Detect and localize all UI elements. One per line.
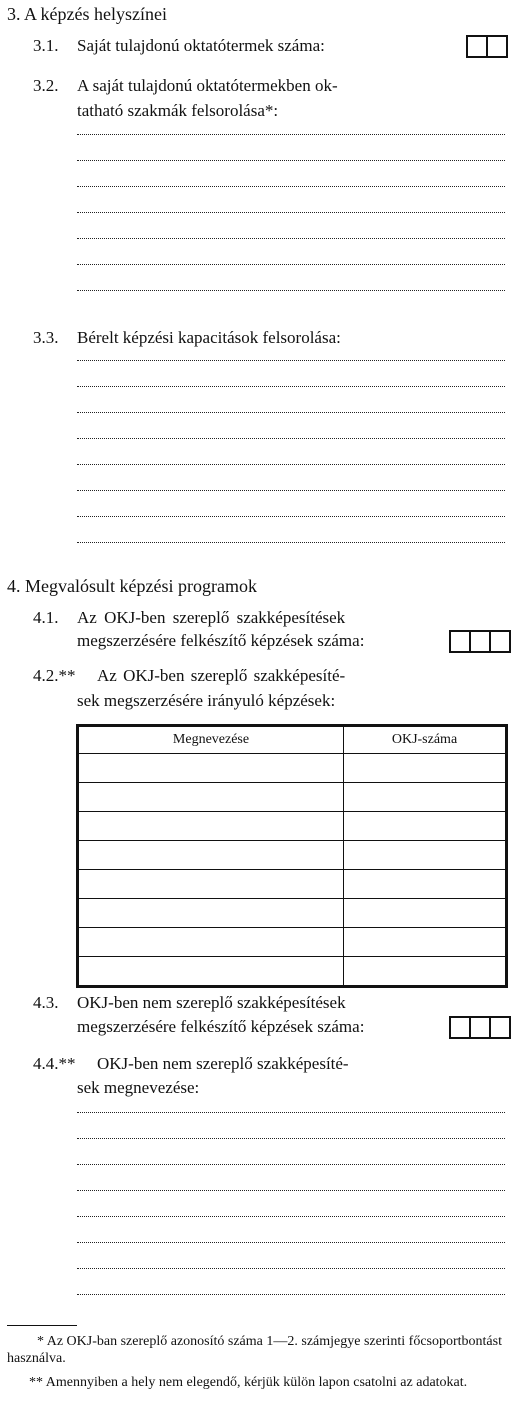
item-4-2-line2: sek megszerzésére irányuló képzések:: [77, 691, 336, 710]
dotted-fill-line[interactable]: [77, 490, 505, 491]
okj-number-cell[interactable]: [344, 957, 507, 987]
item-4-4-number: 4.4.**: [33, 1054, 76, 1073]
item-4-1-line2: megszerzésére felkészítő képzések száma:: [77, 631, 365, 650]
item-3-2-line1: A saját tulajdonú oktatótermekben ok-: [77, 76, 338, 95]
dotted-fill-line[interactable]: [77, 542, 505, 543]
item-4-4-line2: sek megnevezése:: [77, 1078, 200, 1097]
table-row: [78, 957, 507, 987]
dotted-fill-line[interactable]: [77, 438, 505, 439]
dotted-fill-line[interactable]: [77, 290, 505, 291]
dotted-fill-line[interactable]: [77, 464, 505, 465]
name-cell[interactable]: [78, 754, 344, 783]
table-row: [78, 928, 507, 957]
name-cell[interactable]: [78, 928, 344, 957]
okj-number-cell[interactable]: [344, 870, 507, 899]
digit-box[interactable]: [471, 1018, 491, 1037]
item-4-1-number: 4.1.: [33, 608, 59, 627]
item-3-2-line2: tatható szakmák felsorolása*:: [77, 101, 279, 120]
item-4-3-number: 4.3.: [33, 993, 59, 1012]
name-cell[interactable]: [78, 899, 344, 928]
count-boxes-4-3[interactable]: [449, 1016, 511, 1039]
item-4-3-line1: OKJ-ben nem szereplő szakképesítések: [77, 993, 346, 1012]
table-row: [78, 812, 507, 841]
table-row: [78, 899, 507, 928]
name-cell[interactable]: [78, 841, 344, 870]
footnote-divider: [7, 1325, 77, 1326]
digit-box[interactable]: [468, 37, 488, 56]
section-3-heading: 3. A képzés helyszínei: [7, 4, 167, 24]
digit-box[interactable]: [491, 632, 509, 651]
column-header-okj-number: OKJ-száma: [344, 726, 507, 754]
name-cell[interactable]: [78, 783, 344, 812]
okj-number-cell[interactable]: [344, 754, 507, 783]
dotted-fill-line[interactable]: [77, 1112, 505, 1113]
digit-box[interactable]: [451, 632, 471, 651]
item-3-1-number: 3.1.: [33, 36, 59, 55]
digit-box[interactable]: [451, 1018, 471, 1037]
item-3-1-text: Saját tulajdonú oktatótermek száma:: [77, 36, 325, 55]
digit-box[interactable]: [471, 632, 491, 651]
dotted-fill-line[interactable]: [77, 516, 505, 517]
item-3-3-number: 3.3.: [33, 328, 59, 347]
okj-number-cell[interactable]: [344, 783, 507, 812]
dotted-fill-line[interactable]: [77, 1138, 505, 1139]
dotted-fill-line[interactable]: [77, 186, 505, 187]
table-row: [78, 754, 507, 783]
count-boxes-4-1[interactable]: [449, 630, 511, 653]
dotted-fill-line[interactable]: [77, 412, 505, 413]
dotted-fill-line[interactable]: [77, 1164, 505, 1165]
dotted-fill-line[interactable]: [77, 360, 505, 361]
digit-box[interactable]: [488, 37, 506, 56]
item-4-3-line2: megszerzésére felkészítő képzések száma:: [77, 1017, 365, 1036]
dotted-fill-line[interactable]: [77, 1294, 505, 1295]
digit-box[interactable]: [491, 1018, 509, 1037]
item-4-2-line1: Az OKJ-ben szereplő szakképesíté-: [97, 666, 346, 685]
dotted-fill-line[interactable]: [77, 1268, 505, 1269]
footnote-2: ** Amennyiben a hely nem elegendő, kérjük külön lapon csatolni az adatokat.: [29, 1375, 468, 1390]
dotted-fill-line[interactable]: [77, 1216, 505, 1217]
count-boxes-3-1[interactable]: [466, 35, 508, 58]
okj-number-cell[interactable]: [344, 899, 507, 928]
dotted-fill-line[interactable]: [77, 160, 505, 161]
item-4-2-number: 4.2.**: [33, 666, 76, 685]
name-cell[interactable]: [78, 812, 344, 841]
table-row: [78, 870, 507, 899]
item-4-4-line1: OKJ-ben nem szereplő szakképesíté-: [97, 1054, 349, 1073]
item-4-1-line1: Az OKJ-ben szereplő szakképesítések: [77, 608, 346, 627]
table-row: [78, 783, 507, 812]
dotted-fill-line[interactable]: [77, 238, 505, 239]
okj-number-cell[interactable]: [344, 928, 507, 957]
dotted-fill-line[interactable]: [77, 1190, 505, 1191]
dotted-fill-line[interactable]: [77, 134, 505, 135]
footnote-1: * Az OKJ-ban szereplő azonosító száma 1—2. számjegye szerinti főcsoportbontást használva.: [7, 1334, 502, 1366]
okj-number-cell[interactable]: [344, 812, 507, 841]
dotted-fill-line[interactable]: [77, 386, 505, 387]
name-cell[interactable]: [78, 957, 344, 987]
name-cell[interactable]: [78, 870, 344, 899]
dotted-fill-line[interactable]: [77, 264, 505, 265]
dotted-fill-line[interactable]: [77, 212, 505, 213]
section-4-heading: 4. Megvalósult képzési programok: [7, 576, 257, 596]
okj-number-cell[interactable]: [344, 841, 507, 870]
okj-training-table: [76, 724, 508, 988]
table-header-row: [78, 726, 507, 754]
column-header-name: Megnevezése: [78, 726, 344, 754]
dotted-fill-line[interactable]: [77, 1242, 505, 1243]
table-row: [78, 841, 507, 870]
item-3-3-text: Bérelt képzési kapacitások felsorolása:: [77, 328, 341, 347]
item-3-2-number: 3.2.: [33, 76, 59, 95]
